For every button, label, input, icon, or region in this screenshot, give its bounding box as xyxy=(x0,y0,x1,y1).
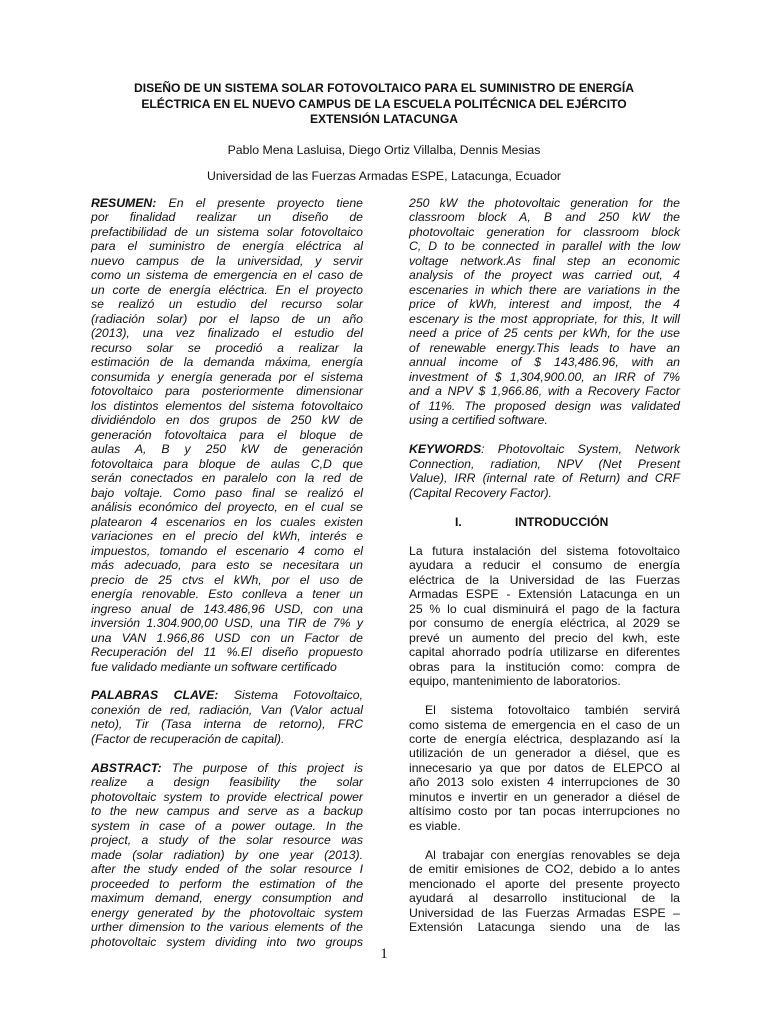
title-line: EXTENSIÓN LATACUNGA xyxy=(309,112,459,126)
resumen-line: prefactibilidad de un sistema solar fotovoltaico xyxy=(91,224,363,239)
resumen-line: un corte de energía eléctrica. En el proyecto xyxy=(91,282,363,297)
resumen-line: platearon 4 escenarios en los cuales existen xyxy=(91,514,363,529)
intro-line: es viable. xyxy=(409,818,461,833)
resumen-line: fotovoltaica para bloque de aulas C,D que xyxy=(91,456,363,471)
affiliation: Universidad de las Fuerzas Armadas ESPE, Latacunga, Ecuador xyxy=(206,169,562,183)
abstract-line: investment of $ 1,304,900.00, an IRR of 7% xyxy=(409,369,680,384)
abstract-line: of renewable energy.This leads to have an xyxy=(409,340,680,355)
intro-line: innecesario ya que por datos de ELEPCO al xyxy=(409,760,680,775)
abstract-line: urther dimension to the various elements of the xyxy=(91,920,363,935)
resumen-line: estimación de la demanda máxima, energía xyxy=(91,355,363,370)
abstract-continued xyxy=(409,196,680,428)
abstract-line: classroom block A, B and 250 kW the xyxy=(409,210,680,225)
resumen-line: generación fotovoltaica para el bloque de xyxy=(91,427,363,442)
paper-title xyxy=(96,81,672,128)
intro-line: El sistema fotovoltaico también servirá xyxy=(425,703,680,718)
resumen-line: consumida y energía generada por el sistema xyxy=(91,369,363,384)
abstract-line: need a price of 25 cents per kWh, for the use xyxy=(409,326,680,341)
intro-line: ayudara a reducir el consumo de energía xyxy=(409,558,680,573)
intro-line: equipo, mantenimiento de laboratorios. xyxy=(409,674,621,689)
resumen-line: para el suministro de energía eléctrica al xyxy=(91,239,363,254)
intro-line: La futura instalación del sistema fotovoltaico xyxy=(409,543,680,558)
intro-line: ayudará al desarrollo institucional de la xyxy=(409,891,680,906)
section-title: INTRODUCCIÓN xyxy=(515,514,609,529)
right-column xyxy=(409,196,680,935)
resumen-line: En el presente proyecto tiene xyxy=(168,196,363,210)
resumen-line: dividiéndolo en dos grupos de 250 kW de xyxy=(91,413,363,428)
keywords-line: Connection, radiation, NPV (Net Present xyxy=(409,456,680,471)
abstract-line: after the study ended of the solar resource I xyxy=(91,862,363,877)
palabras-clave-line: (Factor de recuperación de capital). xyxy=(91,731,285,746)
resumen-line: aulas A, B y 250 kW de generación xyxy=(91,442,363,457)
resumen-line: análisis económico del proyecto, en el cual se xyxy=(91,500,363,515)
resumen-line: fotovoltaico para posteriormente dimensionar xyxy=(91,384,363,399)
palabras-clave-label: PALABRAS CLAVE: xyxy=(91,688,219,703)
resumen-line: (2013), una vez finalizado el estudio del xyxy=(91,326,363,341)
resumen-line: como un sistema de emergencia en el caso de xyxy=(91,268,363,283)
abstract-line: photovoltaic system dividing into two groups xyxy=(91,934,363,949)
resumen-line: precio de 25 ctvs el kWh, por el uso de xyxy=(91,572,363,587)
intro-line: de emitir emisiones de CO2, debido a lo antes xyxy=(409,862,680,877)
resumen-line: una VAN 1.966,86 USD con un Factor de xyxy=(91,630,363,645)
intro-line: Universidad de las Fuerzas Armadas ESPE – xyxy=(409,905,680,920)
resumen-line: bajo voltaje. Como paso final se realizó el xyxy=(91,485,363,500)
keywords-line: (Capital Recovery Factor). xyxy=(409,485,552,500)
intro-line: año 2013 solo existen 4 interrupciones de 30 xyxy=(409,775,680,790)
intro-line: capital ahorrado podría utilizarse en diferentes xyxy=(409,645,680,660)
intro-line: prevé un aumento del precio del kwh, este xyxy=(409,630,680,645)
abstract-line: and a NPV $ 1,966.86, with a Recovery Factor xyxy=(409,384,680,399)
intro-line: Armadas ESPE - Extensión Latacunga en un xyxy=(409,587,680,602)
abstract-line: energy generated by the photovoltaic system xyxy=(91,905,363,920)
abstract-line: price of kWh, interest and impost, the 4 xyxy=(409,297,680,312)
intro-line: altísimo costo por tan pocas interrupciones no xyxy=(409,804,680,819)
resumen-line: serán conectados en paralelo con la red de xyxy=(91,471,363,486)
keywords-line: : Photovoltaic System, Network xyxy=(481,442,680,457)
abstract-line: proceeded to perform the estimation of the xyxy=(91,876,363,891)
palabras-clave-line: conexión de red, radiación, Van (Valor actual xyxy=(91,702,363,717)
abstract-line: to the new campus and serve as a backup xyxy=(91,804,363,819)
intro-line: obras para la institución como: compra de xyxy=(409,659,680,674)
abstract-line: using a certified software. xyxy=(409,413,548,428)
abstract-line: escenaries in which there are variations in the xyxy=(409,282,680,297)
resumen-label: RESUMEN: xyxy=(91,196,157,210)
abstract-line: of 11%. The proposed design was validated xyxy=(409,398,680,413)
section-heading-introduccion xyxy=(409,515,680,530)
abstract-line: escenary is the most appropriate, for this, It will xyxy=(409,311,680,326)
keywords-paragraph xyxy=(409,442,680,500)
resumen-line: los distintos elementos del sistema fotovoltaico xyxy=(91,398,363,413)
resumen-line: ingreso anual de 143.486,96 USD, con una xyxy=(91,601,363,616)
resumen-line: nuevo campus de la universidad, y servir xyxy=(91,253,363,268)
abstract-line: voltage network.As final step an economic xyxy=(409,253,680,268)
abstract-line: annual income of $ 143,486.96, with an xyxy=(409,355,680,370)
resumen-line: (radiación solar) por el lapso de un año xyxy=(91,311,363,326)
abstract-paragraph xyxy=(91,761,363,949)
intro-paragraph xyxy=(409,703,680,833)
abstract-line: project, a study of the solar resource was xyxy=(91,833,363,848)
resumen-line: energía renovable. Esto conlleva a tener un xyxy=(91,587,363,602)
abstract-line: photovoltaic generation for classroom block xyxy=(409,224,680,239)
intro-line: minutos e invertir en un generador a diésel de xyxy=(409,789,680,804)
resumen-line: inversión 1.304.900,00 USD, una TIR de 7% y xyxy=(91,616,363,631)
abstract-line: analysis of the proyect was carried out, 4 xyxy=(409,268,680,283)
resumen-paragraph xyxy=(91,196,363,674)
resumen-line: fue validado mediante un software certificado xyxy=(91,659,337,674)
abstract-line: system in case of a power outage. In the xyxy=(91,818,363,833)
resumen-line: recurso solar se procedió a realizar la xyxy=(91,340,363,355)
intro-line: eléctrica de la Universidad de las Fuerzas xyxy=(409,572,680,587)
abstract-line: made (solar radiation) by one year (2013). xyxy=(91,847,363,862)
resumen-line: Recuperación del 11 %.El diseño propuesto xyxy=(91,645,363,660)
keywords-line: Value), IRR (internal rate of Return) and CRF xyxy=(409,471,680,486)
resumen-line: por finalidad realizar un diseño de xyxy=(91,210,363,225)
abstract-label: ABSTRACT: xyxy=(91,760,162,775)
abstract-line: C, D to be connected in parallel with the low xyxy=(409,239,680,254)
abstract-line: maximum demand, energy consumption and xyxy=(91,891,363,906)
palabras-clave-line: Sistema Fotovoltaico, xyxy=(233,688,363,703)
intro-line: mencionado el aporte del presente proyecto xyxy=(409,876,680,891)
authors: Pablo Mena Lasluisa, Diego Ortiz Villalba, Dennis Mesias xyxy=(227,143,541,157)
intro-paragraph xyxy=(409,544,680,689)
intro-line: como sistema de emergencia en el caso de un xyxy=(409,717,680,732)
left-column xyxy=(91,196,363,949)
abstract-line: photovoltaic system to provide electrical power xyxy=(91,789,363,804)
abstract-line: The purpose of this project is xyxy=(171,760,363,775)
resumen-line: variaciones en el precio del kWh, interés e xyxy=(91,529,363,544)
intro-line: Extensión Latacunga siendo una de las xyxy=(409,920,680,935)
intro-line: corte de energía eléctrica, desplazando así la xyxy=(409,732,680,746)
resumen-line: más adecuado, para esto se necesitara un xyxy=(91,558,363,573)
intro-line: por consumo de energía eléctrica, al 2029 se xyxy=(409,616,680,631)
abstract-line: 250 kW the photovoltaic generation for the xyxy=(409,196,680,210)
palabras-clave-line: neto), Tir (Tasa interna de retorno), FRC xyxy=(91,717,363,732)
resumen-line: impuestos, tomando el escenario 4 como el xyxy=(91,543,363,558)
resumen-line: se realizó un estudio del recurso solar xyxy=(91,297,363,312)
intro-line: Al trabajar con energías renovables se deja xyxy=(425,847,680,862)
intro-paragraph xyxy=(409,848,680,935)
title-line: DISEÑO DE UN SISTEMA SOLAR FOTOVOLTAICO PARA EL SUMINISTRO DE ENERGÍA xyxy=(134,81,634,95)
page-number: 1 xyxy=(380,946,388,962)
keywords-label: KEYWORDS xyxy=(409,442,482,457)
intro-line: utilización de un generador a diésel, que es xyxy=(409,746,680,761)
title-line: ELÉCTRICA EN EL NUEVO CAMPUS DE LA ESCUELA POLITÉCNICA DEL EJÉRCITO xyxy=(141,96,627,111)
palabras-clave-paragraph xyxy=(91,688,363,746)
intro-line: 25 % lo cual disminuirá el pago de la factura xyxy=(409,601,680,616)
section-number: I. xyxy=(455,514,462,529)
abstract-line: realize a design feasibility the solar xyxy=(91,775,363,790)
